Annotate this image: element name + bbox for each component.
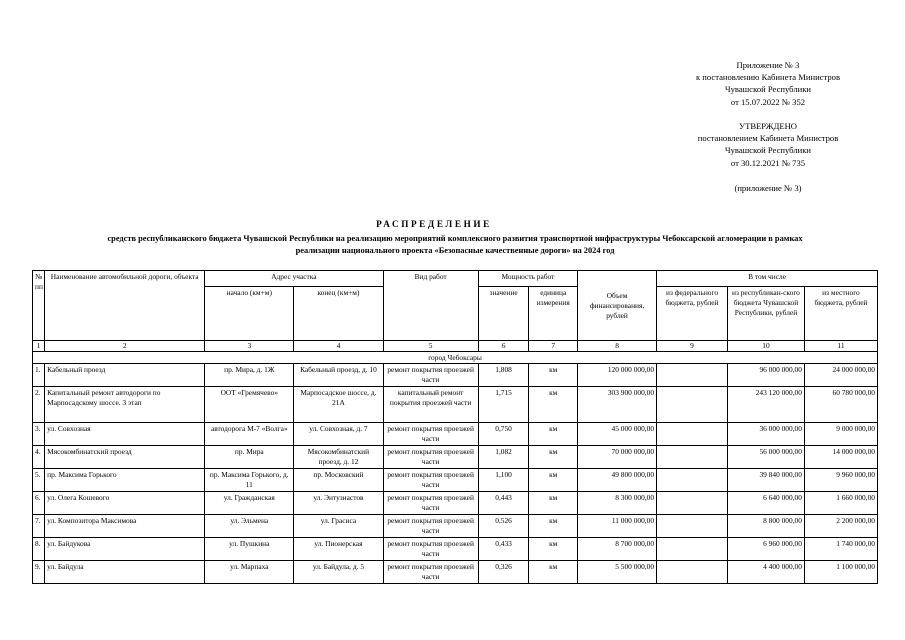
header-road: Наименование автомобильной дороги, объекта (45, 271, 205, 341)
local-amount: 9 000 000,00 (804, 423, 877, 446)
header-num: № пп (33, 271, 45, 341)
federal-amount (657, 387, 728, 423)
local-amount: 24 000 000,00 (804, 364, 877, 387)
work-type: ремонт покрытия проезжей части (383, 469, 478, 492)
work-type: ремонт покрытия проезжей части (383, 561, 478, 584)
column-number: 8 (578, 341, 657, 352)
road-name: ул. Композитора Максимова (45, 515, 205, 538)
road-name: пр. Максима Горького (45, 469, 205, 492)
local-amount: 9 960 000,00 (804, 469, 877, 492)
federal-amount (657, 469, 728, 492)
work-type: ремонт покрытия проезжей части (383, 364, 478, 387)
republic-amount: 243 120 000,00 (727, 387, 804, 423)
subtitle-line: средств республиканского бюджета Чувашской Республики на реализацию мероприятий комплексного развития транспортной инфраструктуры Чебоксарской агломерации в рамках (107, 234, 803, 243)
local-amount: 1 660 000,00 (804, 492, 877, 515)
capacity-unit: км (529, 387, 578, 423)
approval-stamp-text (648, 120, 888, 169)
address-start: пр. Мира (205, 446, 294, 469)
approved-line: постановлением Кабинета Министров (697, 133, 839, 144)
table-body (33, 364, 878, 584)
address-end: Кабельный проезд, д. 10 (294, 364, 383, 387)
table-row (33, 364, 878, 387)
address-end: ул. Совхозная, д. 7 (294, 423, 383, 446)
column-number: 10 (727, 341, 804, 352)
city-row (33, 352, 878, 364)
address-start: пр. Мира, д. 1Ж (205, 364, 294, 387)
row-number: 4. (33, 446, 45, 469)
work-type: ремонт покрытия проезжей части (383, 446, 478, 469)
address-end: ул. Энтузиастов (294, 492, 383, 515)
address-start: ул. Гражданская (205, 492, 294, 515)
capacity-value: 0,443 (478, 492, 529, 515)
city-name: город Чебоксары (33, 352, 878, 364)
address-end: ул. Байдула, д. 5 (294, 561, 383, 584)
column-number: 1 (33, 341, 45, 352)
appendix-note: (приложение № 3) (734, 183, 802, 193)
row-number: 7. (33, 515, 45, 538)
table-row (33, 423, 878, 446)
row-number: 1. (33, 364, 45, 387)
column-number: 7 (529, 341, 578, 352)
federal-amount (657, 364, 728, 387)
address-start: ул. Эльмена (205, 515, 294, 538)
header-address-end: конец (км+м) (294, 287, 383, 341)
address-start: пр. Максима Горького, д. 11 (205, 469, 294, 492)
column-number: 9 (657, 341, 728, 352)
table-row (33, 492, 878, 515)
table-row (33, 446, 878, 469)
table-row (33, 469, 878, 492)
address-start: ул. Пушкина (205, 538, 294, 561)
work-type: ремонт покрытия проезжей части (383, 538, 478, 561)
federal-amount (657, 538, 728, 561)
republic-amount: 39 840 000,00 (727, 469, 804, 492)
road-name: Капитальный ремонт автодороги по Марпосадскому шоссе. 3 этап (45, 387, 205, 423)
road-name: Мясокомбинатский проезд (45, 446, 205, 469)
table-row (33, 515, 878, 538)
capacity-unit: км (529, 492, 578, 515)
address-start: ООТ «Гремячево» (205, 387, 294, 423)
header-capacity-value: значение (478, 287, 529, 341)
capacity-unit: км (529, 446, 578, 469)
header-local: из местного бюджета, рублей (804, 287, 877, 341)
address-end: Марпосадское шоссе, д. 21А (294, 387, 383, 423)
row-number: 2. (33, 387, 45, 423)
federal-amount (657, 561, 728, 584)
approved-line: Чувашской Республики (725, 145, 811, 156)
header-federal: из федерального бюджета, рублей (657, 287, 728, 341)
row-number: 6. (33, 492, 45, 515)
federal-amount (657, 446, 728, 469)
local-amount: 14 000 000,00 (804, 446, 877, 469)
road-name: ул. Байдукова (45, 538, 205, 561)
header-address: Адрес участка (205, 271, 383, 287)
capacity-value: 0,526 (478, 515, 529, 538)
capacity-unit: км (529, 538, 578, 561)
road-name: ул. Совхозная (45, 423, 205, 446)
appendix-header (648, 59, 888, 108)
capacity-value: 0,750 (478, 423, 529, 446)
capacity-value: 1,100 (478, 469, 529, 492)
column-numbers-row (33, 341, 878, 352)
document-subtitle (34, 233, 876, 256)
funding-total: 120 000 000,00 (578, 364, 657, 387)
header-address-start: начало (км+м) (205, 287, 294, 341)
work-type: ремонт покрытия проезжей части (383, 492, 478, 515)
document-title: РАСПРЕДЕЛЕНИЕ (376, 219, 492, 229)
work-type: капитальный ремонт покрытия проезжей части (383, 387, 478, 423)
header-including: В том числе (657, 271, 878, 287)
address-end: ул. Грасиса (294, 515, 383, 538)
appendix-line: Приложение № 3 (736, 60, 800, 70)
table-header (33, 271, 878, 364)
address-end: пр. Московский (294, 469, 383, 492)
capacity-unit: км (529, 561, 578, 584)
capacity-unit: км (529, 515, 578, 538)
road-name: Кабельный проезд (45, 364, 205, 387)
header-capacity-unit: единица измерения (529, 287, 578, 341)
column-number: 4 (294, 341, 383, 352)
column-number: 3 (205, 341, 294, 352)
capacity-value: 1,715 (478, 387, 529, 423)
column-number: 6 (478, 341, 529, 352)
approved-line: от 30.12.2021 № 735 (730, 157, 806, 168)
subtitle-line: реализации национального проекта «Безопасные качественные дороги» на 2024 год (295, 245, 615, 255)
local-amount: 1 100 000,00 (804, 561, 877, 584)
address-start: автодорога М-7 «Волга» (205, 423, 294, 446)
capacity-unit: км (529, 469, 578, 492)
republic-amount: 96 000 000,00 (727, 364, 804, 387)
road-name: ул. Олега Кошевого (45, 492, 205, 515)
work-type: ремонт покрытия проезжей части (383, 515, 478, 538)
table-row (33, 387, 878, 423)
republic-amount: 6 960 000,00 (727, 538, 804, 561)
funding-total: 11 000 000,00 (578, 515, 657, 538)
local-amount: 1 740 000,00 (804, 538, 877, 561)
republic-amount: 36 000 000,00 (727, 423, 804, 446)
address-end: ул. Пионерская (294, 538, 383, 561)
funding-total: 49 800 000,00 (578, 469, 657, 492)
header-funding: Объем финансирования, рублей (578, 271, 657, 341)
republic-amount: 56 000 000,00 (727, 446, 804, 469)
republic-amount: 4 400 000,00 (727, 561, 804, 584)
appendix-line: Чувашской Республики (725, 84, 811, 95)
distribution-table (32, 270, 878, 584)
capacity-value: 0,326 (478, 561, 529, 584)
federal-amount (657, 423, 728, 446)
table-row (33, 561, 878, 584)
row-number: 3. (33, 423, 45, 446)
appendix-line: к постановлению Кабинета Министров (695, 72, 841, 83)
row-number: 5. (33, 469, 45, 492)
capacity-unit: км (529, 423, 578, 446)
address-start: ул. Марпаха (205, 561, 294, 584)
funding-total: 70 000 000,00 (578, 446, 657, 469)
republic-amount: 8 800 000,00 (727, 515, 804, 538)
funding-total: 303 900 000,00 (578, 387, 657, 423)
local-amount: 60 780 000,00 (804, 387, 877, 423)
header-work-type: Вид работ (383, 271, 478, 341)
republic-amount: 6 640 000,00 (727, 492, 804, 515)
column-number: 2 (45, 341, 205, 352)
capacity-unit: км (529, 364, 578, 387)
capacity-value: 1,082 (478, 446, 529, 469)
capacity-value: 0,433 (478, 538, 529, 561)
funding-total: 5 500 000,00 (578, 561, 657, 584)
funding-total: 8 300 000,00 (578, 492, 657, 515)
local-amount: 2 200 000,00 (804, 515, 877, 538)
header-capacity: Мощность работ (478, 271, 577, 287)
funding-total: 45 000 000,00 (578, 423, 657, 446)
column-number: 11 (804, 341, 877, 352)
federal-amount (657, 492, 728, 515)
address-end: Мясокомбинатский проезд, д. 12 (294, 446, 383, 469)
row-number: 8. (33, 538, 45, 561)
appendix-line: от 15.07.2022 № 352 (730, 96, 806, 107)
funding-total: 8 700 000,00 (578, 538, 657, 561)
column-number: 5 (383, 341, 478, 352)
table-row (33, 538, 878, 561)
header-republic: из республикан-ского бюджета Чувашской Республики, рублей (727, 287, 804, 341)
federal-amount (657, 515, 728, 538)
approved-line: УТВЕРЖДЕНО (738, 121, 798, 131)
row-number: 9. (33, 561, 45, 584)
road-name: ул. Байдула (45, 561, 205, 584)
capacity-value: 1,808 (478, 364, 529, 387)
work-type: ремонт покрытия проезжей части (383, 423, 478, 446)
